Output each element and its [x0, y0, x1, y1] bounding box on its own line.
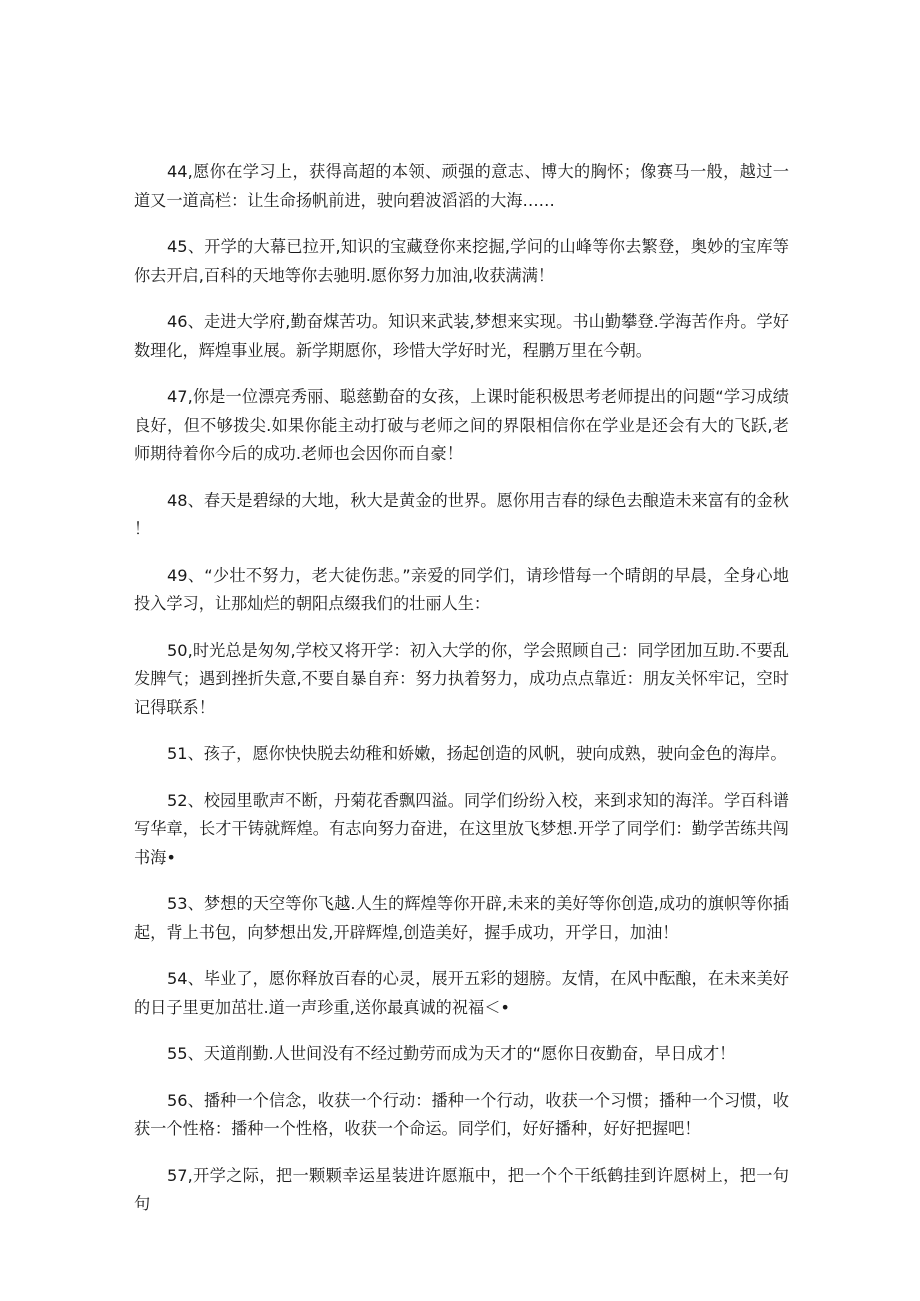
paragraph-48: 48、春天是碧绿的大地，秋大是黄金的世界。愿你用吉春的绿色去酿造未来富有的金秋！ [134, 490, 789, 538]
paragraph-54: 54、毕业了，愿你释放百春的心灵，展开五彩的翅膀。友情，在风中酝酿，在未来美好的日子里更加茁壮.道一声珍重,送你最真诚的祝福＜• [134, 969, 789, 1017]
paragraph-47: 47,你是一位漂亮秀丽、聪慈勤奋的女孩，上课时能积极思考老师提出的问题“学习成绩良好，但不够拨尖.如果你能主动打破与老师之间的界限相信你在学业是还会有大的飞跃,老师期待着你今后的成功.老师也会因你而自豪！ [134, 387, 789, 463]
paragraph-45: 45、开学的大幕已拉开,知识的宝藏登你来挖掘,学问的山峰等你去繁登，奥妙的宝库等你去开启,百科的天地等你去驰明.愿你努力加油,收获满满！ [134, 237, 789, 285]
paragraph-55: 55、天道削勤.人世间没有不经过勤劳而成为天才的“愿你日夜勤奋，早日成才！ [167, 1044, 736, 1063]
paragraph-56: 56、播种一个信念，收获一个行动：播种一个行动，收获一个习惯；播种一个习惯，收获一个性格：播种一个性格，收获一个命运。同学们，好好播种，好好把握吧！ [134, 1090, 789, 1138]
paragraph-57: 57,开学之际，把一颗颗幸运星装进许愿瓶中，把一个个干纸鹤挂到许愿树上，把一句句 [134, 1165, 789, 1213]
paragraph-44: 44,愿你在学习上，获得高超的本领、顽强的意志、博大的胸怀；像赛马一般，越过一道又一道高栏：让生命扬帆前进，驶向碧波滔滔的大海…… [134, 162, 789, 210]
paragraph-51: 51、孩子，愿你快快脱去幼稚和娇嫩，扬起创造的风帆，驶向成熟，驶向金色的海岸。 [167, 744, 787, 763]
paragraph-49: 49、“少壮不努力，老大徒伤悲。”亲爱的同学们，请珍惜每一个晴朗的早晨，全身心地投入学习，让那灿烂的朝阳点缀我们的壮丽人生： [134, 565, 789, 613]
document-body [134, 158, 789, 1237]
paragraph-53: 53、梦想的天空等你飞越.人生的辉煌等你开辟,未来的美好等你创造,成功的旗帜等你插起，背上书包，向梦想出发,开辟辉煌,创造美好，握手成功，开学日，加油！ [134, 894, 789, 942]
paragraph-52: 52、校园里歌声不断，丹菊花香飘四溢。同学们纷纷入校，来到求知的海洋。学百科谱写华章，长才干铸就辉煌。有志向努力奋进，在这里放飞梦想.开学了同学们：勤学苦练共闯书海• [134, 790, 789, 867]
paragraph-46: 46、走进大学府,勤奋煤苦功。知识来武装,梦想来实现。书山勤攀登.学海苦作舟。学好数理化，辉煌事业展。新学期愿你，珍惜大学好时光，程鹏万里在今朝。 [134, 312, 789, 360]
paragraph-50: 50,时光总是匆匆,学校又将开学：初入大学的你，学会照顾自己：同学团加互助.不要乱发脾气；遇到挫折失意,不要自暴自弃：努力执着努力，成功点点靠近：朋友关怀牢记，空时记得联系！ [134, 640, 789, 717]
